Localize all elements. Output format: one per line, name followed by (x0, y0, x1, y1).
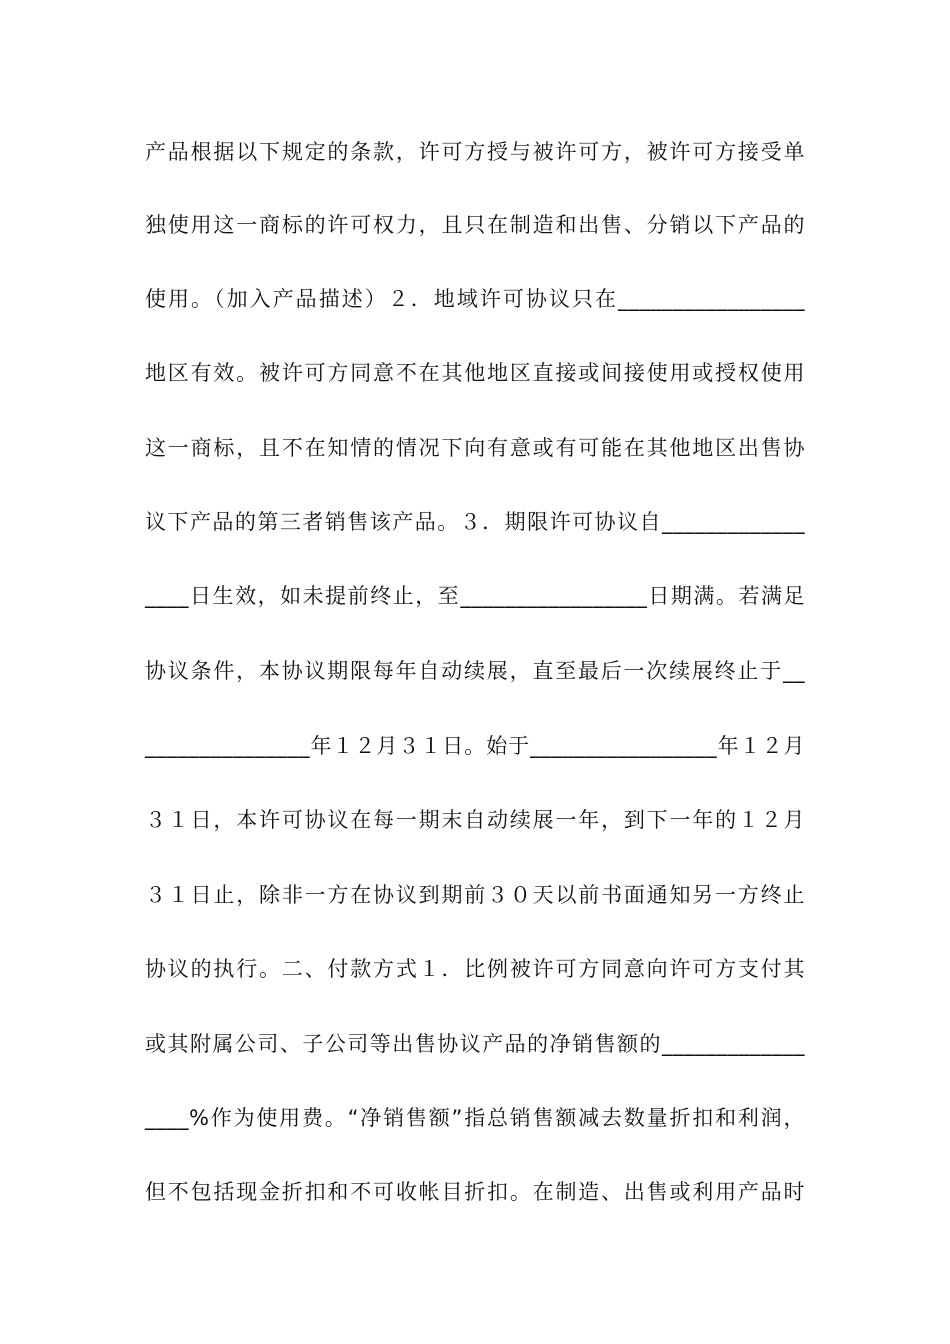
text-line: 议下产品的第三者销售该产品。３．期限许可协议自_____________ (145, 510, 805, 534)
text-line: ３１日止，除非一方在协议到期前３０天以前书面通知另一方终止 (145, 883, 805, 907)
text-line: 或其附属公司、子公司等出售协议产品的净销售额的_____________ (145, 1032, 805, 1056)
text-line: _______________年１２月３１日。始于_________________年１２月 (145, 734, 805, 758)
text-line: 协议的执行。二、付款方式１．比例被许可方同意向许可方支付其 (145, 957, 805, 981)
text-line: 地区有效。被许可方同意不在其他地区直接或间接使用或授权使用 (145, 361, 805, 385)
text-line: ____日生效，如未提前终止，至_________________日期满。若满足 (145, 584, 805, 608)
text-line: 但不包括现金折扣和不可收帐目折扣。在制造、出售或利用产品时 (145, 1180, 805, 1204)
text-line: 独使用这一商标的许可权力，且只在制造和出售、分销以下产品的 (145, 213, 805, 237)
text-line: 协议条件，本协议期限每年自动续展，直至最后一次续展终止于__ (145, 659, 805, 683)
text-line: 这一商标，且不在知情的情况下向有意或有可能在其他地区出售协 (145, 436, 805, 460)
text-line: 产品根据以下规定的条款，许可方授与被许可方，被许可方接受单 (145, 140, 805, 164)
text-line: ____%作为使用费。“净销售额”指总销售额减去数量折扣和利润， (145, 1106, 805, 1130)
text-line: ３１日，本许可协议在每一期末自动续展一年，到下一年的１２月 (145, 808, 805, 832)
text-line: 使用。（加入产品描述）２．地域许可协议只在_________________ (145, 287, 805, 311)
